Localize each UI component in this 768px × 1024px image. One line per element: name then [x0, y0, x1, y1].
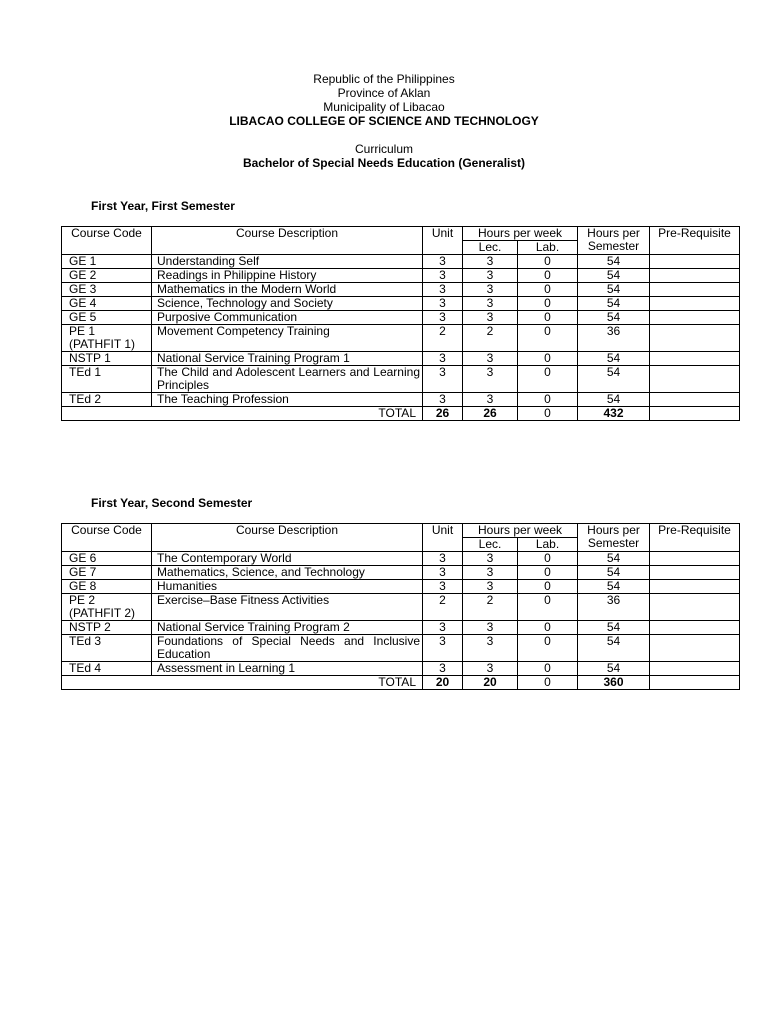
course-description: Movement Competency Training — [152, 325, 423, 352]
course-lec-hours: 2 — [463, 594, 518, 621]
course-lec-hours: 3 — [463, 621, 518, 635]
col-header-hours-week: Hours per week — [463, 227, 578, 241]
table-row — [62, 283, 740, 297]
course-semester-hours: 54 — [578, 255, 650, 269]
course-lab-hours: 0 — [518, 621, 578, 635]
total-lec: 20 — [463, 676, 518, 690]
total-lab: 0 — [518, 407, 578, 421]
document-header — [0, 72, 768, 170]
municipality-line: Municipality of Libacao — [323, 100, 445, 114]
course-lec-hours: 3 — [463, 352, 518, 366]
course-lab-hours: 0 — [518, 352, 578, 366]
course-prerequisite — [650, 352, 740, 366]
course-semester-hours: 54 — [578, 552, 650, 566]
total-label: TOTAL — [62, 676, 423, 690]
course-unit: 3 — [423, 566, 463, 580]
course-lab-hours: 0 — [518, 635, 578, 662]
course-prerequisite — [650, 621, 740, 635]
course-lab-hours: 0 — [518, 580, 578, 594]
course-code: GE 8 — [62, 580, 152, 594]
course-code: GE 5 — [62, 311, 152, 325]
course-code: TEd 4 — [62, 662, 152, 676]
course-description: Science, Technology and Society — [152, 297, 423, 311]
course-unit: 3 — [423, 255, 463, 269]
table-row — [62, 566, 740, 580]
course-unit: 3 — [423, 552, 463, 566]
col-header-lec: Lec. — [463, 538, 518, 552]
table-row — [62, 366, 740, 393]
course-description: Readings in Philippine History — [152, 269, 423, 283]
course-unit: 3 — [423, 662, 463, 676]
course-unit: 3 — [423, 621, 463, 635]
curriculum-table-sem2 — [61, 523, 740, 690]
course-semester-hours: 54 — [578, 635, 650, 662]
course-description: The Child and Adolescent Learners and Learning Principles — [152, 366, 423, 393]
course-prerequisite — [650, 552, 740, 566]
course-lab-hours: 0 — [518, 662, 578, 676]
col-header-unit: Unit — [423, 227, 463, 255]
course-prerequisite — [650, 269, 740, 283]
course-semester-hours: 54 — [578, 580, 650, 594]
course-unit: 3 — [423, 283, 463, 297]
course-lec-hours: 3 — [463, 366, 518, 393]
course-semester-hours: 54 — [578, 662, 650, 676]
semester-title-1: First Year, First Semester — [91, 199, 235, 213]
course-unit: 2 — [423, 594, 463, 621]
table-row — [62, 352, 740, 366]
course-prerequisite — [650, 255, 740, 269]
course-description: Foundations of Special Needs and Inclusive Education — [152, 635, 423, 662]
course-semester-hours: 54 — [578, 393, 650, 407]
course-semester-hours: 54 — [578, 297, 650, 311]
course-description: Assessment in Learning 1 — [152, 662, 423, 676]
course-code: GE 4 — [62, 297, 152, 311]
course-description: The Contemporary World — [152, 552, 423, 566]
course-unit: 3 — [423, 635, 463, 662]
course-semester-hours: 36 — [578, 594, 650, 621]
course-lec-hours: 3 — [463, 311, 518, 325]
course-lec-hours: 3 — [463, 566, 518, 580]
course-semester-hours: 54 — [578, 283, 650, 297]
course-lec-hours: 3 — [463, 552, 518, 566]
col-header-hours-sem: Hours per Semester — [578, 524, 650, 552]
course-lab-hours: 0 — [518, 297, 578, 311]
course-description: Mathematics, Science, and Technology — [152, 566, 423, 580]
course-lec-hours: 3 — [463, 635, 518, 662]
course-prerequisite — [650, 566, 740, 580]
program-title: Bachelor of Special Needs Education (Generalist) — [242, 156, 526, 170]
course-lec-hours: 2 — [463, 325, 518, 352]
course-code: NSTP 1 — [62, 352, 152, 366]
total-lab: 0 — [518, 676, 578, 690]
course-description: Exercise–Base Fitness Activities — [152, 594, 423, 621]
course-lec-hours: 3 — [463, 393, 518, 407]
course-prerequisite — [650, 325, 740, 352]
course-code: GE 2 — [62, 269, 152, 283]
col-header-hours-week: Hours per week — [463, 524, 578, 538]
table-row — [62, 269, 740, 283]
total-hours: 360 — [578, 676, 650, 690]
course-lab-hours: 0 — [518, 255, 578, 269]
course-code: TEd 2 — [62, 393, 152, 407]
course-prerequisite — [650, 311, 740, 325]
course-lec-hours: 3 — [463, 580, 518, 594]
col-header-lab: Lab. — [518, 241, 578, 255]
course-unit: 2 — [423, 325, 463, 352]
total-row — [62, 407, 740, 421]
total-prerequisite — [650, 676, 740, 690]
col-header-prereq: Pre-Requisite — [650, 227, 740, 255]
total-hours: 432 — [578, 407, 650, 421]
course-lec-hours: 3 — [463, 662, 518, 676]
course-lab-hours: 0 — [518, 393, 578, 407]
course-prerequisite — [650, 283, 740, 297]
course-semester-hours: 36 — [578, 325, 650, 352]
course-code: PE 2 (PATHFIT 2) — [62, 594, 152, 621]
course-semester-hours: 54 — [578, 366, 650, 393]
course-semester-hours: 54 — [578, 311, 650, 325]
col-header-desc: Course Description — [152, 524, 423, 552]
table-row — [62, 393, 740, 407]
total-label: TOTAL — [62, 407, 423, 421]
course-code: NSTP 2 — [62, 621, 152, 635]
course-description: Mathematics in the Modern World — [152, 283, 423, 297]
course-unit: 3 — [423, 269, 463, 283]
course-description: Humanities — [152, 580, 423, 594]
col-header-desc: Course Description — [152, 227, 423, 255]
course-lab-hours: 0 — [518, 283, 578, 297]
course-code: GE 6 — [62, 552, 152, 566]
course-prerequisite — [650, 366, 740, 393]
curriculum-table-sem1 — [61, 226, 740, 421]
course-description: Understanding Self — [152, 255, 423, 269]
course-unit: 3 — [423, 352, 463, 366]
course-lec-hours: 3 — [463, 297, 518, 311]
school-name: LIBACAO COLLEGE OF SCIENCE AND TECHNOLOGY — [229, 114, 539, 128]
semester-title-2: First Year, Second Semester — [91, 496, 253, 510]
course-prerequisite — [650, 297, 740, 311]
country-line: Republic of the Philippines — [313, 72, 455, 86]
col-header-lec: Lec. — [463, 241, 518, 255]
total-units: 20 — [423, 676, 463, 690]
course-semester-hours: 54 — [578, 269, 650, 283]
course-unit: 3 — [423, 311, 463, 325]
table-row — [62, 552, 740, 566]
col-header-code: Course Code — [62, 524, 152, 552]
table-row — [62, 594, 740, 621]
total-prerequisite — [650, 407, 740, 421]
table-header-row — [62, 227, 740, 241]
course-description: National Service Training Program 2 — [152, 621, 423, 635]
table-row — [62, 621, 740, 635]
table-row — [62, 635, 740, 662]
course-prerequisite — [650, 662, 740, 676]
course-code: TEd 3 — [62, 635, 152, 662]
table-row — [62, 255, 740, 269]
course-lab-hours: 0 — [518, 269, 578, 283]
course-unit: 3 — [423, 580, 463, 594]
table-row — [62, 297, 740, 311]
course-code: PE 1 (PATHFIT 1) — [62, 325, 152, 352]
col-header-code: Course Code — [62, 227, 152, 255]
course-unit: 3 — [423, 366, 463, 393]
course-prerequisite — [650, 393, 740, 407]
course-lab-hours: 0 — [518, 552, 578, 566]
course-prerequisite — [650, 594, 740, 621]
col-header-prereq: Pre-Requisite — [650, 524, 740, 552]
course-description: The Teaching Profession — [152, 393, 423, 407]
table-row — [62, 325, 740, 352]
course-description: Purposive Communication — [152, 311, 423, 325]
course-prerequisite — [650, 580, 740, 594]
table-header-row — [62, 524, 740, 538]
course-unit: 3 — [423, 297, 463, 311]
course-code: GE 3 — [62, 283, 152, 297]
total-units: 26 — [423, 407, 463, 421]
course-semester-hours: 54 — [578, 566, 650, 580]
course-lab-hours: 0 — [518, 366, 578, 393]
col-header-hours-sem: Hours per Semester — [578, 227, 650, 255]
course-semester-hours: 54 — [578, 352, 650, 366]
course-description: National Service Training Program 1 — [152, 352, 423, 366]
course-code: TEd 1 — [62, 366, 152, 393]
course-lec-hours: 3 — [463, 269, 518, 283]
table-row — [62, 662, 740, 676]
course-code: GE 1 — [62, 255, 152, 269]
table-row — [62, 580, 740, 594]
course-lab-hours: 0 — [518, 325, 578, 352]
course-semester-hours: 54 — [578, 621, 650, 635]
document-type: Curriculum — [354, 142, 413, 156]
table-row — [62, 311, 740, 325]
course-lab-hours: 0 — [518, 594, 578, 621]
course-lec-hours: 3 — [463, 283, 518, 297]
course-unit: 3 — [423, 393, 463, 407]
course-prerequisite — [650, 635, 740, 662]
course-lec-hours: 3 — [463, 255, 518, 269]
total-row — [62, 676, 740, 690]
province-line: Province of Aklan — [337, 86, 431, 100]
course-code: GE 7 — [62, 566, 152, 580]
col-header-unit: Unit — [423, 524, 463, 552]
course-lab-hours: 0 — [518, 311, 578, 325]
course-lab-hours: 0 — [518, 566, 578, 580]
col-header-lab: Lab. — [518, 538, 578, 552]
total-lec: 26 — [463, 407, 518, 421]
